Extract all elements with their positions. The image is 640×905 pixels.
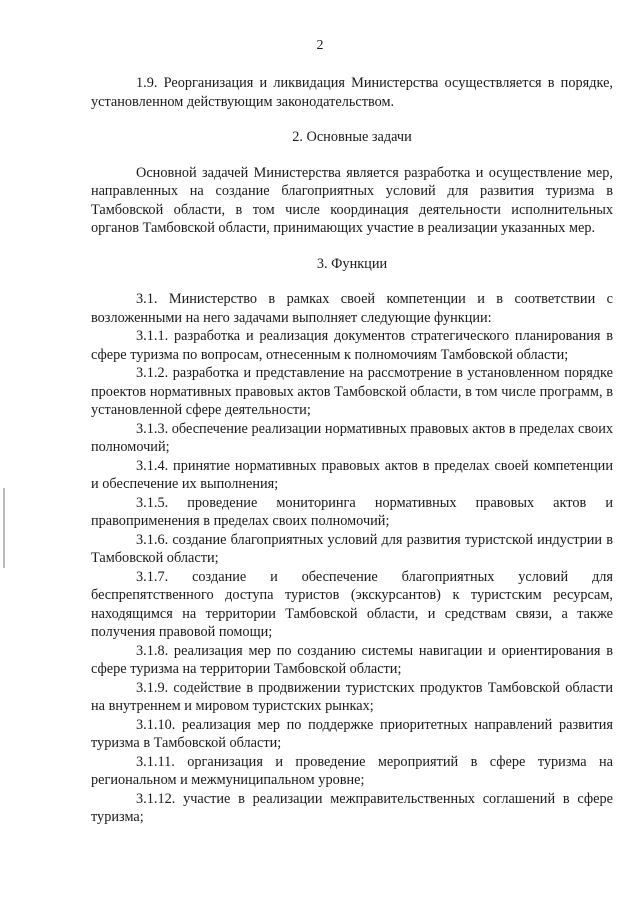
function-item-3-1-5: 3.1.5. проведение мониторинга нормативных правовых актов и правоприменения в пределах своих полномочий; bbox=[91, 494, 613, 529]
clause-1-9: 1.9. Реорганизация и ликвидация Министерства осуществляется в порядке, установленном действующим законодательством. bbox=[91, 75, 613, 110]
function-item-3-1-3: 3.1.3. обеспечение реализации нормативных правовых актов в пределах своих полномочий; bbox=[91, 420, 613, 455]
function-item-3-1-7: 3.1.7. создание и обеспечение благоприятных условий для беспрепятственного доступа туристов (экскурсантов) к туристским ресурсам, находящимся на территории Тамбовской области, и средствам связи, а также получения правовой помощи; bbox=[91, 568, 613, 640]
section-2-heading: 2. Основные задачи bbox=[292, 129, 412, 145]
function-item-3-1-10: 3.1.10. реализация мер по поддержке приоритетных направлений развития туризма в Тамбовской области; bbox=[91, 716, 613, 751]
function-item-3-1: 3.1. Министерство в рамках своей компетенции и в соответствии с возложенными на него задачами выполняет следующие функции: bbox=[91, 291, 613, 326]
function-item-3-1-12: 3.1.12. участие в реализации межправительственных соглашений в сфере туризма; bbox=[91, 790, 613, 825]
page-number: 2 bbox=[316, 38, 324, 53]
function-item-3-1-4: 3.1.4. принятие нормативных правовых актов в пределах своей компетенции и обеспечение их выполнения; bbox=[91, 457, 613, 492]
function-item-3-1-2: 3.1.2. разработка и представление на рассмотрение в установленном порядке проектов нормативных правовых актов Тамбовской области, в том числе программ, в установленной сфере деятельности; bbox=[91, 365, 613, 418]
section-3-heading: 3. Функции bbox=[316, 255, 388, 272]
function-item-3-1-11: 3.1.11. организация и проведение мероприятий в сфере туризма на региональном и межмуниципальном уровне; bbox=[91, 753, 613, 788]
scan-edge-mark bbox=[3, 488, 5, 568]
section-2-text: Основной задачей Министерства является разработка и осуществление мер, направленных на создание благоприятных условий для развития туризма в Тамбовской области, в том числе координация деятельности исполнительных органов Тамбовской области, принимающих участие в реализации указанных мер. bbox=[91, 164, 613, 236]
function-item-3-1-1: 3.1.1. разработка и реализация документов стратегического планирования в сфере туризма по вопросам, отнесенным к полномочиям Тамбовской области; bbox=[91, 328, 613, 363]
function-item-3-1-8: 3.1.8. реализация мер по созданию системы навигации и ориентирования в сфере туризма на территории Тамбовской области; bbox=[91, 642, 613, 677]
functions-list bbox=[91, 290, 613, 827]
document-body bbox=[91, 74, 613, 827]
function-item-3-1-9: 3.1.9. содействие в продвижении туристских продуктов Тамбовской области на внутреннем и мировом туристских рынках; bbox=[91, 679, 613, 714]
function-item-3-1-6: 3.1.6. создание благоприятных условий для развития туристской индустрии в Тамбовской области; bbox=[91, 531, 613, 566]
